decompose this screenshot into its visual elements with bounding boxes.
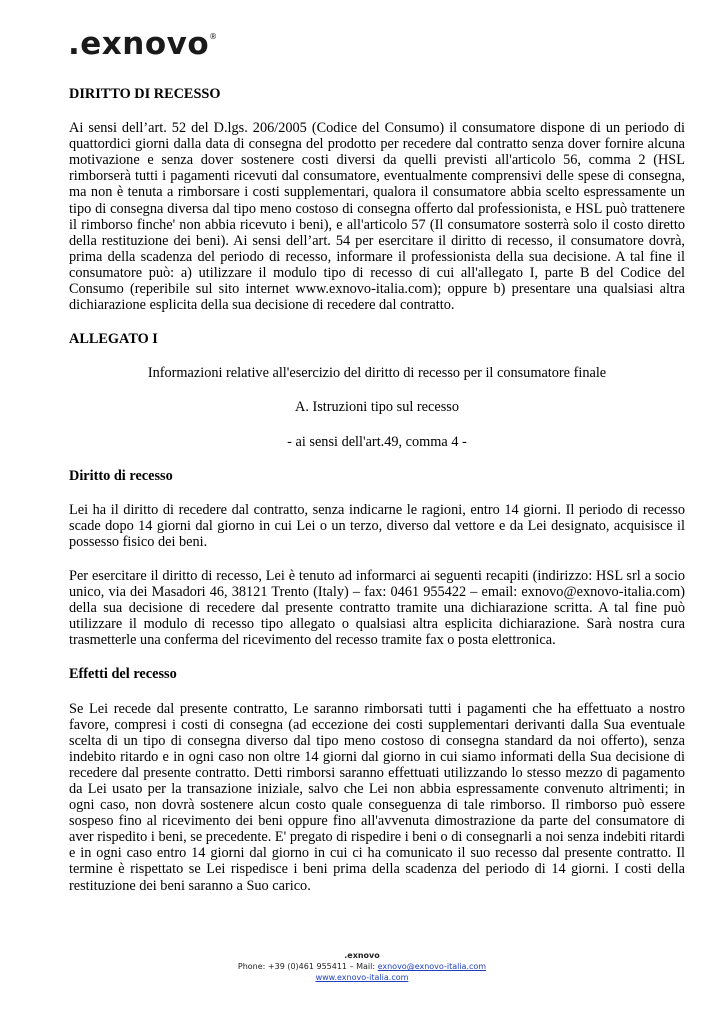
annex-part-a: A. Istruzioni tipo sul recesso	[295, 399, 459, 416]
logo-text: .exnovo	[68, 26, 210, 62]
page-footer	[0, 950, 724, 983]
exnovo-logo	[68, 26, 218, 62]
right-paragraph-1: Lei ha il diritto di recedere dal contratto, senza indicarne le ragioni, entro 14 giorni. Il periodo di recesso scade dopo 14 giorni dal giorno in cui Lei o un terzo, diverso dal vettore e da Lei designato, acquisisce il possesso fisico dei beni.	[69, 501, 685, 550]
footer-contact	[0, 961, 724, 972]
footer-email-link[interactable]: exnovo@exnovo-italia.com	[377, 962, 487, 971]
registered-mark: ®	[209, 32, 218, 41]
right-paragraph-2: Per esercitare il diritto di recesso, Lei è tenuto ad informarci ai seguenti recapiti (indirizzo: HSL srl a socio unico, via dei Masadori 46, 38121 Trento (Italy) – fax: 0461 955422 – email: exnovo@exnovo-italia.com) della sua decisione di recedere dal presente contratto tramite una dichiarazione scritta. A tal fine può utilizzare il modulo di recesso tipo allegato o qualsiasi altra esplicita dichiarazione. Sarà nostra cura trasmetterle una conferma del ricevimento del recesso tramite fax o posta elettronica.	[69, 567, 685, 649]
footer-phone: Phone: +39 (0)461 955411 – Mail:	[237, 962, 378, 971]
effects-paragraph: Se Lei recede dal presente contratto, Le saranno rimborsati tutti i pagamenti che ha effettuato a nostro favore, compresi i costi di consegna (ad eccezione dei costi supplementari derivanti dalla Sua eventuale scelta di un tipo di consegna diverso dal tipo meno costoso di consegna standard da noi offerto), senza indebito ritardo e in ogni caso non oltre 14 giorni dal giorno in cui siamo informati della Sua decisione di recedere dal presente contratto. Detti rimborsi saranno effettuati utilizzando lo stesso mezzo di pagamento da Lei usato per la transazione iniziale, salvo che Lei non abbia espressamente convenuto altrimenti; in ogni caso, non dovrà sostenere alcun costo quale conseguenza di tale rimborso. Il rimborso può essere sospeso fino al ricevimento dei beni oppure fino all'avvenuta dimostrazione da parte del consumatore di aver rispedito i beni, se precedente. E' pregato di rispedire i beni o di consegnarli a noi senza indebiti ritardi e in ogni caso entro 14 giorni dal giorno in cui ci ha comunicato il suo recesso dal presente contratto. Il termine è rispettato se Lei rispedisce i beni prima della scadenza del periodo di 14 giorni. I costi della restituzione dei beni saranno a Suo carico.	[69, 700, 685, 894]
intro-paragraph: Ai sensi dell’art. 52 del D.lgs. 206/2005 (Codice del Consumo) il consumatore dispone di un periodo di quattordici giorni dalla data di consegna del prodotto per recedere dal contratto senza dover fornire alcuna motivazione e senza dover sostenere costi diversi da quelli previsti all'articolo 56, comma 2 (HSL rimborserà tutti i pagamenti ricevuti dal consumatore, eventualmente comprensivi delle spese di consegna, ma non è tenuta a rimborsare i costi supplementari, qualora il consumatore abbia scelto espressamente un tipo di consegna diversa dal tipo meno costoso di consegna offerto dal professionista, e HSL può trattenere il rimborso finche' non abbia ricevuto i beni), e all'articolo 57 (Il consumatore sosterrà solo il costo diretto della restituzione dei beni). Ai sensi dell’art. 54 per esercitare il diritto di recesso, il consumatore dovrà, prima della scadenza del periodo di recesso, informare il professionista della sua decisione. A tal fine il consumatore può: a) utilizzare il modulo tipo di recesso di cui all'allegato I, parte B del Codice del Consumo (reperibile sul sito internet www.exnovo-italia.com); oppure b) presentare una qualsiasi altra dichiarazione esplicita della sua decisione di recedere dal contratto.	[69, 120, 685, 314]
section-heading-right: Diritto di recesso	[69, 467, 173, 484]
footer-website-link[interactable]: www.exnovo-italia.com	[315, 973, 409, 982]
document-body	[69, 86, 685, 894]
annex-title: ALLEGATO I	[69, 331, 158, 348]
annex-subtitle: Informazioni relative all'esercizio del diritto di recesso per il consumatore finale	[147, 365, 607, 382]
annex-reference: - ai sensi dell'art.49, comma 4 -	[287, 433, 467, 450]
document-title: DIRITTO DI RECESSO	[69, 86, 221, 102]
section-heading-effects: Effetti del recesso	[69, 666, 177, 683]
footer-brand: .exnovo	[344, 951, 380, 960]
